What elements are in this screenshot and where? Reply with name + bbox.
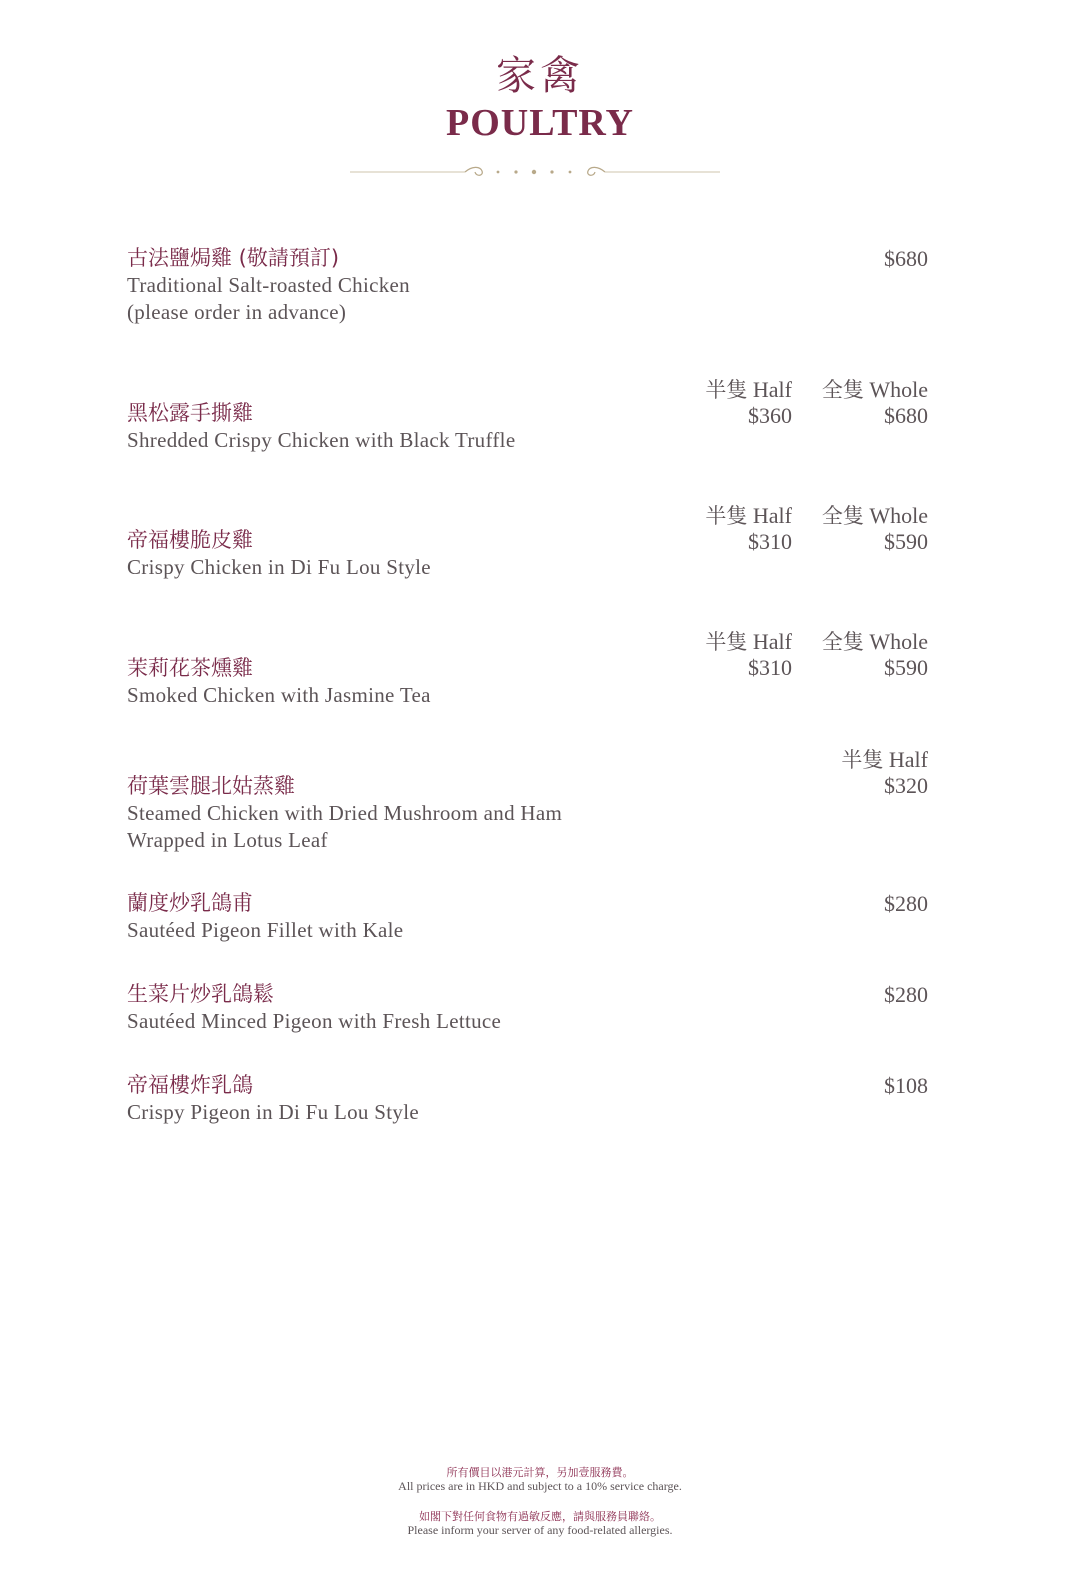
whole-label-chinese: 全隻 xyxy=(821,504,864,528)
half-price-block xyxy=(841,747,928,798)
dish-price: $280 xyxy=(884,982,928,1007)
dish-note-english: (please order in advance) xyxy=(127,300,347,324)
service-charge-note-english: All prices are in HKD and subject to a 10% service charge. xyxy=(398,1479,682,1493)
half-label-english: Half xyxy=(752,629,792,654)
dish-name-english: Smoked Chicken with Jasmine Tea xyxy=(127,683,431,707)
whole-label-chinese: 全隻 xyxy=(821,378,864,402)
dish-price: $108 xyxy=(884,1073,928,1098)
dish-price: $280 xyxy=(884,891,928,916)
menu-item xyxy=(127,889,747,944)
menu-item xyxy=(127,526,747,581)
half-price: $360 xyxy=(748,403,792,428)
dish-name-chinese: 帝福樓脆皮雞 xyxy=(127,528,253,552)
dish-name-chinese: 茉莉花茶燻雞 xyxy=(127,656,253,680)
whole-price-block xyxy=(822,377,928,428)
dish-name-english: Crispy Chicken in Di Fu Lou Style xyxy=(127,555,431,579)
half-label-english: Half xyxy=(752,377,792,402)
dish-name-english: Crispy Pigeon in Di Fu Lou Style xyxy=(127,1100,419,1124)
dish-name-chinese: 帝福樓炸乳鴿 xyxy=(127,1073,253,1097)
half-label-chinese: 半隻 xyxy=(705,630,748,654)
dish-name-english: Shredded Crispy Chicken with Black Truffle xyxy=(127,428,516,452)
dish-name-chinese: 生菜片炒乳鴿鬆 xyxy=(127,982,274,1006)
dish-name-chinese: 古法鹽焗雞 (敬請預訂) xyxy=(127,246,340,270)
dish-price: $680 xyxy=(884,246,928,271)
half-price-block xyxy=(705,377,792,428)
menu-item xyxy=(127,980,747,1035)
whole-price-block xyxy=(822,503,928,554)
half-price-block xyxy=(705,503,792,554)
dish-name-english: Traditional Salt-roasted Chicken xyxy=(127,273,410,297)
half-label-chinese: 半隻 xyxy=(841,748,884,772)
menu-item xyxy=(127,772,747,854)
whole-price: $590 xyxy=(884,655,928,680)
whole-label-english: Whole xyxy=(869,503,928,528)
half-label-english: Half xyxy=(752,503,792,528)
whole-label-english: Whole xyxy=(869,377,928,402)
half-price: $310 xyxy=(748,655,792,680)
half-price: $320 xyxy=(884,773,928,798)
dish-name-chinese: 荷葉雲腿北姑蒸雞 xyxy=(127,774,295,798)
dish-name-english-cont: Wrapped in Lotus Leaf xyxy=(127,828,328,852)
half-label-english: Half xyxy=(888,747,928,772)
section-title-english: POULTRY xyxy=(446,102,634,144)
whole-price: $680 xyxy=(884,403,928,428)
allergy-note-english: Please inform your server of any food-related allergies. xyxy=(407,1523,673,1537)
menu-item xyxy=(127,244,747,326)
dish-name-chinese: 蘭度炒乳鴿甫 xyxy=(127,891,253,915)
dish-name-english: Sautéed Minced Pigeon with Fresh Lettuce xyxy=(127,1009,502,1033)
whole-label-chinese: 全隻 xyxy=(821,630,864,654)
dish-name-english: Steamed Chicken with Dried Mushroom and Ham xyxy=(127,801,563,825)
half-price-block xyxy=(705,629,792,680)
dish-name-english: Sautéed Pigeon Fillet with Kale xyxy=(127,918,404,942)
menu-item xyxy=(127,654,747,709)
ornament-divider-icon xyxy=(350,160,720,184)
half-price: $310 xyxy=(748,529,792,554)
whole-label-english: Whole xyxy=(869,629,928,654)
menu-item xyxy=(127,1071,747,1126)
allergy-note-chinese: 如閣下對任何食物有過敏反應，請與服務員聯絡。 xyxy=(419,1510,661,1523)
dish-name-chinese: 黑松露手撕雞 xyxy=(127,401,253,425)
half-label-chinese: 半隻 xyxy=(705,378,748,402)
menu-item xyxy=(127,399,747,454)
section-title-chinese: 家禽 xyxy=(496,53,584,99)
half-label-chinese: 半隻 xyxy=(705,504,748,528)
whole-price: $590 xyxy=(884,529,928,554)
service-charge-note-chinese: 所有價目以港元計算，另加壹服務費。 xyxy=(446,1466,634,1479)
whole-price-block xyxy=(822,629,928,680)
